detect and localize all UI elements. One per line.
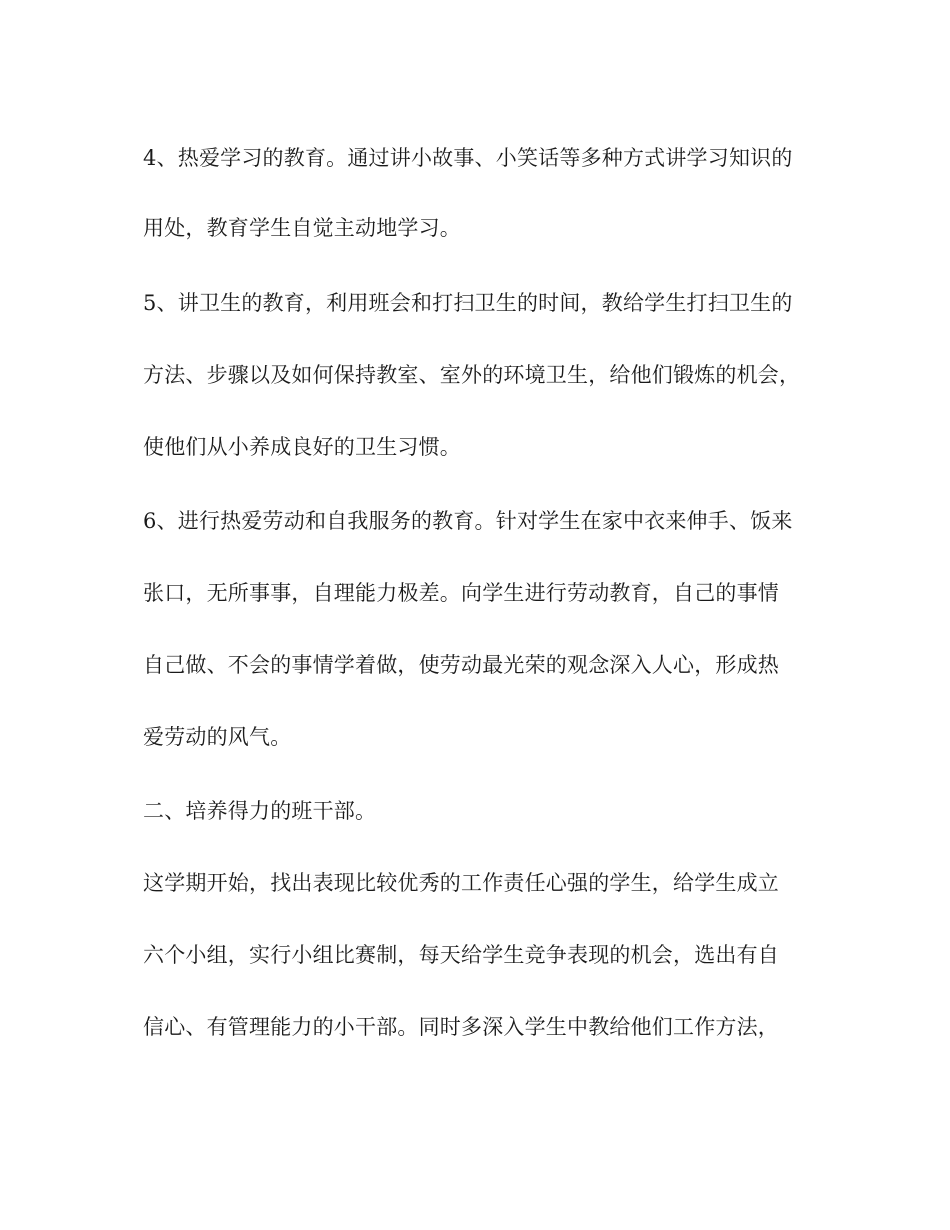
- text-line-item-6-line-3: 自己做、不会的事情学着做，使劳动最光荣的观念深入人心，形成热: [143, 653, 779, 677]
- text-line-item-5-line-2: 方法、步骤以及如何保持教室、室外的环境卫生，给他们锻炼的机会，: [143, 363, 801, 387]
- text-line-item-4-line-1: 4、热爱学习的教育。通过讲小故事、小笑话等多种方式讲学习知识的: [143, 146, 793, 170]
- text-line-item-6-line-1: 6、进行热爱劳动和自我服务的教育。针对学生在家中衣来伸手、饭来: [143, 509, 793, 533]
- text-line-item-4-line-2: 用处，教育学生自觉主动地学习。: [143, 216, 461, 240]
- text-line-item-6-line-2: 张口，无所事事，自理能力极差。向学生进行劳动教育，自己的事情: [143, 581, 779, 605]
- text-line-section2-line-3: 信心、有管理能力的小干部。同时多深入学生中教给他们工作方法，: [143, 1015, 779, 1039]
- text-line-section2-line-1: 这学期开始，找出表现比较优秀的工作责任心强的学生，给学生成立: [143, 871, 779, 895]
- text-line-item-5-line-3: 使他们从小养成良好的卫生习惯。: [143, 435, 461, 459]
- text-line-item-5-line-1: 5、讲卫生的教育，利用班会和打扫卫生的时间，教给学生打扫卫生的: [143, 291, 793, 315]
- text-line-section2-line-2: 六个小组，实行小组比赛制，每天给学生竞争表现的机会，选出有自: [143, 943, 779, 967]
- text-line-item-6-line-4: 爱劳动的风气。: [143, 725, 292, 749]
- section-heading: 二、培养得力的班干部。: [143, 799, 377, 823]
